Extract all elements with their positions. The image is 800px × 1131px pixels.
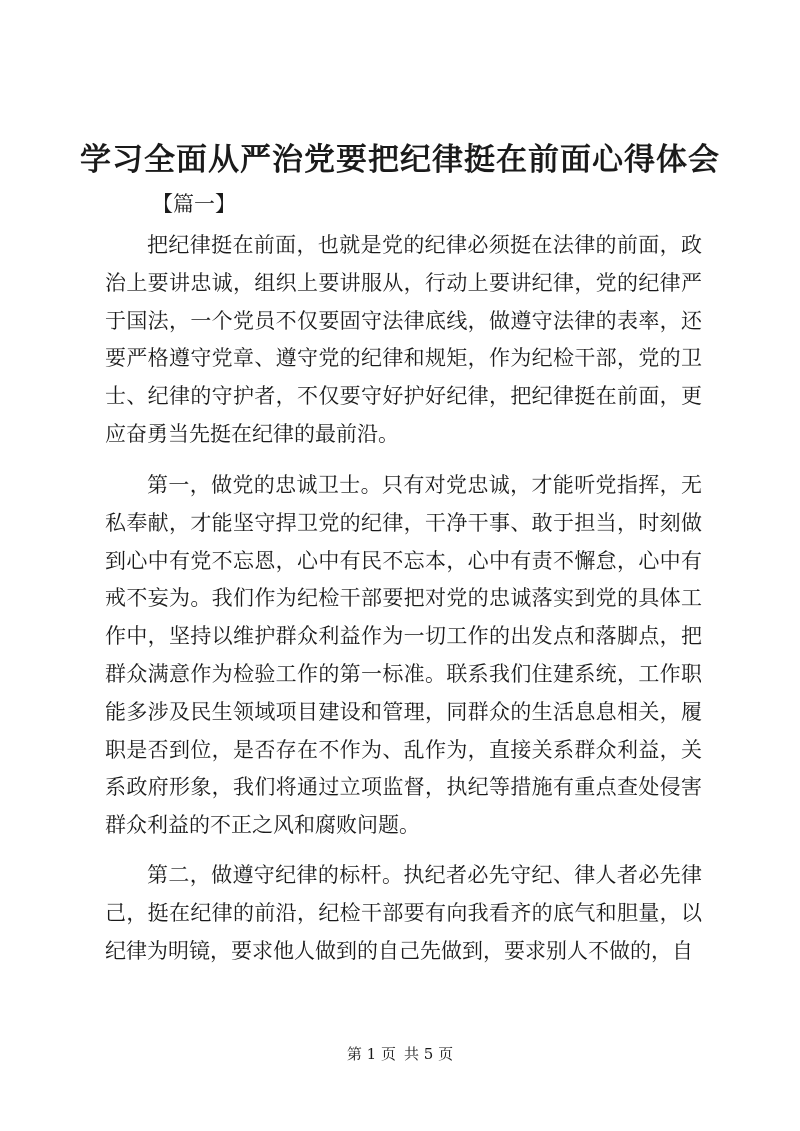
page-total: 共 5 页 [404, 1045, 454, 1063]
page-title: 学习全面从严治党要把纪律挺在前面心得体会 [80, 142, 720, 178]
page-footer [0, 1044, 800, 1064]
page-number: 第 1 页 [346, 1045, 396, 1063]
paragraph: 把纪律挺在前面，也就是党的纪律必须挺在法律的前面，政治上要讲忠诚，组织上要讲服从，行动上要讲纪律，党的纪律严于国法，一个党员不仅要固守法律底线，做遵守法律的表率，还要严格遵守党章、遵守党的纪律和规矩，作为纪检干部，党的卫士、纪律的守护者，不仅要守好护好纪律，把纪律挺在前面，更应奋勇当先挺在纪律的最前沿。 [105, 233, 702, 446]
paragraph: 第一，做党的忠诚卫士。只有对党忠诚，才能听党指挥，无私奉献，才能坚守捍卫党的纪律，干净干事、敢于担当，时刻做到心中有党不忘恩，心中有民不忘本，心中有责不懈怠，心中有戒不妄为。我们作为纪检干部要把对党的忠诚落实到党的具体工作中，坚持以维护群众利益作为一切工作的出发点和落脚点，把群众满意作为检验工作的第一标准。联系我们住建系统，工作职能多涉及民生领域项目建设和管理，同群众的生活息息相关，履职是否到位，是否存在不作为、乱作为，直接关系群众利益，关系政府形象，我们将通过立项监督，执纪等措施有重点查处侵害群众利益的不正之风和腐败问题。 [105, 473, 702, 838]
paragraph: 第二，做遵守纪律的标杆。执纪者必先守纪、律人者必先律己，挺在纪律的前沿，纪检干部要有向我看齐的底气和胆量，以纪律为明镜，要求他人做到的自己先做到，要求别人不做的，自 [105, 863, 702, 963]
section-label: 【篇一】 [152, 192, 236, 216]
